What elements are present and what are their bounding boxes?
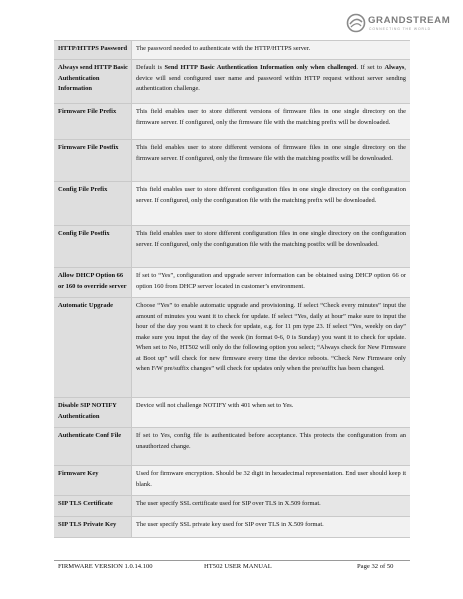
row-description: Device will not challenge NOTIFY with 401 when set to Yes.	[136, 402, 294, 409]
row-label: HTTP/HTTPS Password	[54, 41, 132, 59]
row-label: Disable SIP NOTIFY Authentication	[54, 398, 132, 427]
table-row	[54, 297, 410, 397]
footer-divider	[54, 560, 410, 561]
row-description: This field enables user to store different configuration files in one single directory on the configuration server. If configured, only the configuration file with the matching postfix will be downloaded.	[136, 230, 406, 248]
row-label: Firmware File Prefix	[54, 104, 132, 139]
grandstream-swirl-icon	[346, 13, 366, 33]
row-description: This field enables user to store different versions of firmware files in one single directory on the firmware server. If configured, only the firmware file with the matching postfix will be downloaded.	[136, 144, 406, 162]
row-description: The password needed to authenticate with the HTTP/HTTPS server.	[136, 45, 311, 52]
desc-text: , device will send configured user name and password within HTTP request without server sending authentication challenge.	[136, 64, 407, 92]
row-label: Firmware File Postfix	[54, 140, 132, 181]
table-row	[54, 465, 410, 495]
table-row	[54, 59, 410, 103]
footer-page-number: Page 32 of 50	[357, 563, 394, 570]
row-label: Config File Postfix	[54, 226, 132, 267]
row-label: SIP TLS Private Key	[54, 517, 132, 537]
table-row	[54, 516, 410, 538]
table-row	[54, 225, 410, 267]
desc-emphasis: Send HTTP Basic Authentication Information only when challenged	[164, 64, 357, 71]
row-label: Always send HTTP Basic Authentication Information	[54, 60, 132, 103]
row-label: Automatic Upgrade	[54, 298, 132, 397]
brand-tagline: CONNECTING THE WORLD	[369, 27, 432, 31]
row-label: Authenticate Conf File	[54, 428, 132, 465]
row-description	[136, 60, 406, 95]
row-label: SIP TLS Certificate	[54, 496, 132, 516]
table-row	[54, 40, 410, 59]
desc-text: Default is	[136, 64, 165, 71]
table-row	[54, 267, 410, 297]
table-row	[54, 103, 410, 139]
table-row	[54, 495, 410, 516]
row-description: Choose “Yes” to enable automatic upgrade and provisioning. If select “Check every minutes” input the amount of minutes you want it to check for update. If select “Yes, daily at hour” make sure to input the hour of the day you want it to check for update, e.g. for 11 pm type 23. If select “Yes, weekly on day” make sure you input the day of the week (in format 0-6, 0 is Sunday) you want it to check for update. When set to No, HT502 will only do the following option you select; “Always check for New Firmware at Boot up” will check for new firmware every time the device reboots. “Check New Firmware only when F/W pre/suffix changes” will check for updates only when the pre/suffix has been changed.	[136, 302, 406, 372]
row-description: If set to “Yes”, configuration and upgrade server information can be obtained using DHCP option 66 or option 160 from DHCP server located in customer’s environment.	[136, 272, 406, 290]
footer-firmware-version: FIRMWARE VERSION 1.0.14.100	[58, 563, 153, 570]
desc-text: . If set to	[356, 64, 385, 71]
row-description: If set to Yes, config file is authenticated before acceptance. This protects the configuration from an unauthorized change.	[136, 432, 406, 450]
desc-emphasis: Always	[384, 64, 405, 71]
row-description: The user specify SSL certificate used for SIP over TLS in X.509 format.	[136, 500, 321, 507]
row-description: This field enables user to store different configuration files in one single directory on the configuration server. If configured, only the configuration file with the matching prefix will be downloaded.	[136, 186, 406, 204]
row-description: This field enables user to store different versions of firmware files in one single directory on the firmware server. If configured, only the firmware file with the matching prefix will be downloaded.	[136, 108, 406, 126]
row-label: Firmware Key	[54, 466, 132, 495]
row-label: Config File Prefix	[54, 182, 132, 225]
table-row	[54, 139, 410, 181]
row-label: Allow DHCP Option 66 or 160 to override server	[54, 268, 132, 297]
row-description: The user specify SSL private key used for SIP over TLS in X.509 format.	[136, 521, 324, 528]
table-row	[54, 427, 410, 465]
brand-name: GRANDSTREAM	[368, 15, 451, 26]
footer-manual-title: HT502 USER MANUAL	[204, 563, 272, 570]
table-row	[54, 181, 410, 225]
row-description: Used for firmware encryption. Should be 32 digit in hexadecimal representation. End user should keep it blank.	[136, 470, 406, 488]
grandstream-logo	[346, 13, 451, 35]
table-row	[54, 397, 410, 427]
